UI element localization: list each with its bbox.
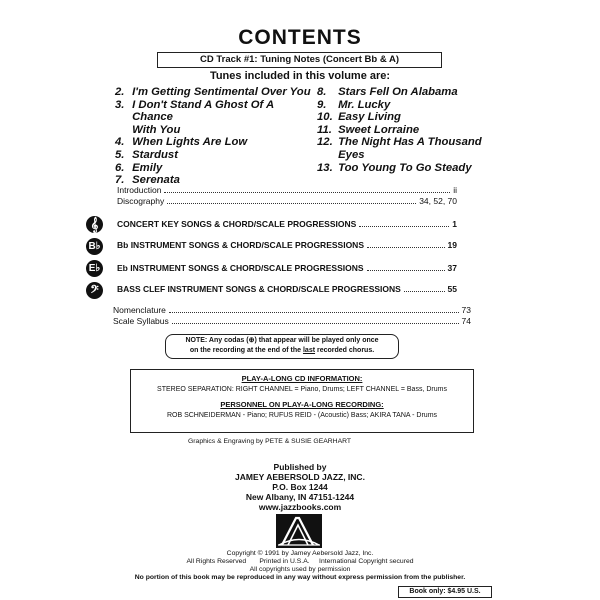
- copyright-line: Copyright © 1991 by Jamey Aebersold Jazz, Inc.: [226, 550, 374, 557]
- list-item: 9. Mr. Lucky: [317, 98, 391, 111]
- reproduction-line: No portion of this book may be reproduced in any way without express permission from the publisher.: [134, 574, 466, 581]
- publisher-name: JAMEY AEBERSOLD JAZZ, INC.: [235, 472, 365, 482]
- publisher-block: [0, 462, 600, 512]
- tune-list-right: [317, 86, 487, 174]
- publisher-pobox: P.O. Box 1244: [272, 482, 328, 492]
- treble-clef-icon: 𝄞: [86, 216, 103, 233]
- list-item: 5. Stardust: [115, 148, 178, 161]
- permission-line: All copyrights used by permission: [249, 566, 351, 573]
- cd-info-box: [130, 369, 474, 433]
- e-flat-icon: E♭: [86, 260, 103, 277]
- cd-track-box: CD Track #1: Tuning Notes (Concert Bb & A): [157, 52, 442, 68]
- list-item: 4. When Lights Are Low: [115, 136, 248, 149]
- toc-row-introduction: Introduction ii: [117, 185, 457, 195]
- list-item: Eyes: [338, 148, 365, 161]
- copyright-block: [0, 550, 600, 582]
- graphics-credit: Graphics & Engraving by PETE & SUSIE GEARHART: [188, 438, 352, 445]
- publisher-line: Published by: [273, 462, 327, 472]
- toc-row-bass-clef: BASS CLEF INSTRUMENT SONGS & CHORD/SCALE PROGRESSIONS 55: [117, 284, 457, 294]
- note-line-2: on the recording at the end of the last recorded chorus.: [189, 347, 375, 354]
- list-item: 10. Easy Living: [317, 111, 401, 124]
- price-box: Book only: $4.95 U.S.: [398, 586, 492, 598]
- list-item: 6. Emily: [115, 161, 163, 174]
- list-item: 11. Sweet Lorraine: [317, 123, 420, 136]
- toc-row-scale-syllabus: Scale Syllabus 74: [113, 316, 471, 326]
- b-flat-icon: B♭: [86, 238, 103, 255]
- list-item: With You: [132, 123, 181, 136]
- toc-row-nomenclature: Nomenclature 73: [113, 305, 471, 315]
- list-item: 13. Too Young To Go Steady: [317, 161, 472, 174]
- list-item: 8. Stars Fell On Alabama: [317, 86, 458, 98]
- stereo-separation: STEREO SEPARATION: RIGHT CHANNEL = Piano, Drums; LEFT CHANNEL = Bass, Drums: [157, 386, 447, 393]
- note-line-1: NOTE: Any codas (⊕) that appear will be played only once: [185, 337, 379, 344]
- rights-line: All Rights Reserved Printed in U.S.A. International Copyright secured: [186, 558, 414, 565]
- publisher-logo: [276, 514, 322, 548]
- coda-note: [165, 334, 399, 359]
- toc-row-bb-instrument: Bb INSTRUMENT SONGS & CHORD/SCALE PROGRESSIONS 19: [117, 240, 457, 250]
- toc-row-concert-key: CONCERT KEY SONGS & CHORD/SCALE PROGRESSIONS 1: [117, 219, 457, 229]
- page-title: CONTENTS: [238, 26, 362, 49]
- personnel-heading: PERSONNEL ON PLAY-A-LONG RECORDING:: [220, 400, 384, 409]
- toc-front: [117, 185, 457, 207]
- list-item: 3. I Don't Stand A Ghost Of A Chance: [115, 98, 274, 124]
- bass-clef-icon: 𝄢: [86, 282, 103, 299]
- toc-row-eb-instrument: Eb INSTRUMENT SONGS & CHORD/SCALE PROGRESSIONS 37: [117, 263, 457, 273]
- publisher-city: New Albany, IN 47151-1244: [245, 492, 355, 502]
- list-item: 12. The Night Has A Thousand: [317, 136, 482, 149]
- list-item: 2. I'm Getting Sentimental Over You: [115, 86, 311, 98]
- cd-info-heading: PLAY-A-LONG CD INFORMATION:: [241, 374, 363, 383]
- personnel-list: ROB SCHNEIDERMAN - Piano; RUFUS REID - (Acoustic) Bass; AKIRA TANA - Drums: [166, 412, 438, 419]
- publisher-website: www.jazzbooks.com: [258, 502, 342, 512]
- tunes-heading: Tunes included in this volume are:: [209, 70, 391, 82]
- list-item: 7. Serenata: [115, 174, 180, 187]
- tune-list-left: [115, 86, 315, 187]
- toc-row-discography: Discography 34, 52, 70: [117, 196, 457, 206]
- toc-back: [113, 305, 471, 327]
